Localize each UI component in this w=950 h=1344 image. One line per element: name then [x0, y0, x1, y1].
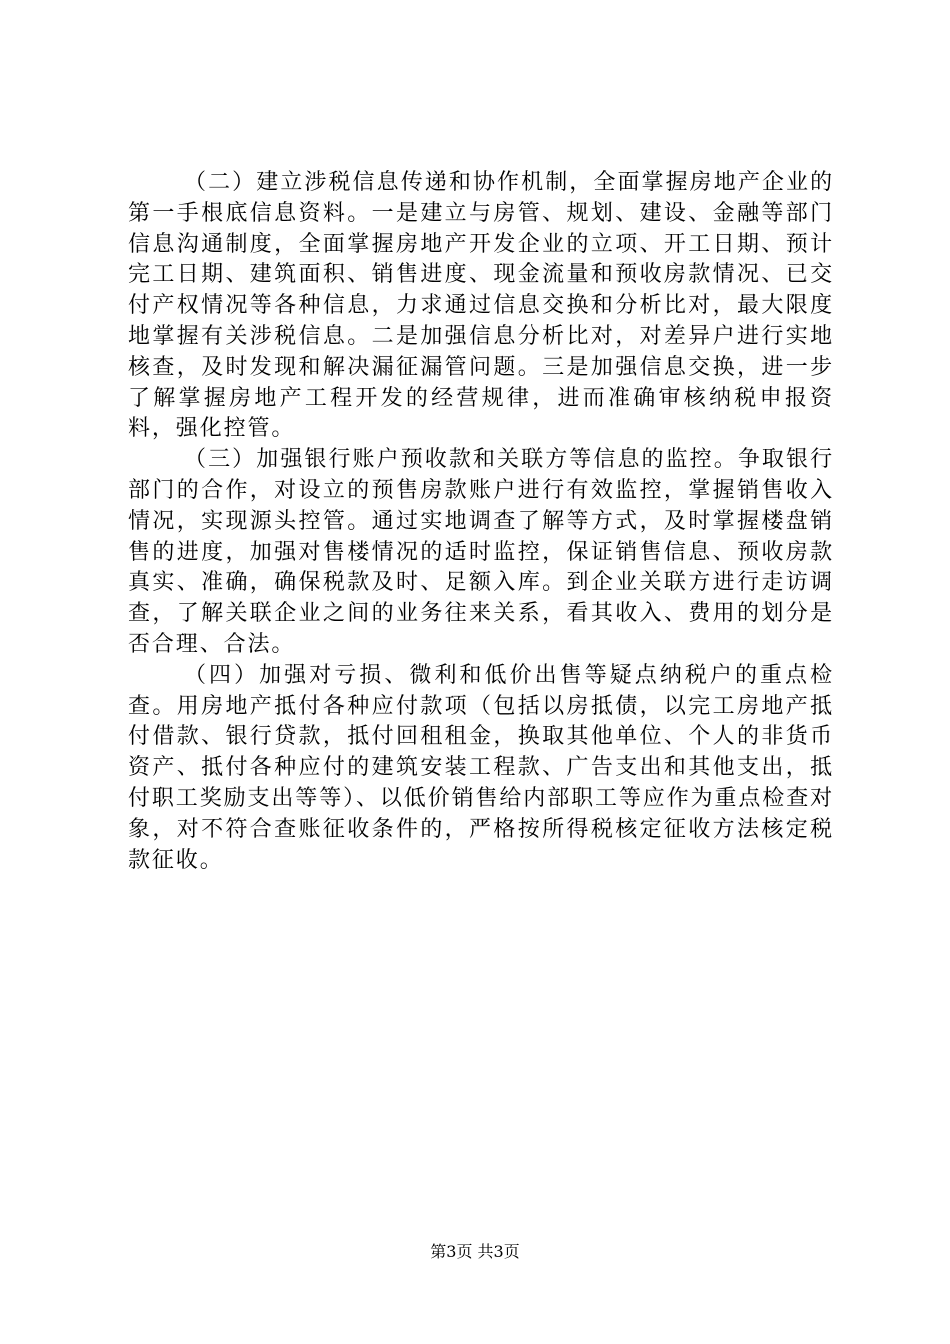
document-body — [128, 168, 834, 876]
paragraph-key-inspection: （四）加强对亏损、微利和低价出售等疑点纳税户的重点检查。用房地产抵付各种应付款项（包括以房抵债，以完工房地产抵付借款、银行贷款，抵付回租租金，换取其他单位、个人的非货币资产、抵付各种应付的建筑安装工程款、广告支出和其他支出，抵付职工奖励支出等等）、以低价销售给内部职工等应作为重点检查对象，对不符合查账征收条件的，严格按所得税核定征收方法核定税款征收。 — [128, 662, 835, 873]
paragraph-bank-account-monitoring: （三）加强银行账户预收款和关联方等信息的监控。争取银行部门的合作，对设立的预售房款账户进行有效监控，掌握销售收入情况，实现源头控管。通过实地调查了解等方式，及时掌握楼盘销售的进度，加强对售楼情况的适时监控，保证销售信息、预收房款真实、准确，确保税款及时、足额入库。到企业关联方进行走访调查，了解关联企业之间的业务往来关系，看其收入、费用的划分是否合理、合法。 — [128, 447, 834, 657]
page-footer: 第3页 共3页 — [430, 1242, 520, 1261]
paragraph-coordination-mechanism: （二）建立涉税信息传递和协作机制，全面掌握房地产企业的第一手根底信息资料。一是建立与房管、规划、建设、金融等部门信息沟通制度，全面掌握房地产开发企业的立项、开工日期、预计完工日期、建筑面积、销售进度、现金流量和预收房款情况、已交付产权情况等各种信息，力求通过信息交换和分析比对，最大限度地掌握有关涉税信息。二是加强信息分析比对，对差异户进行实地核查，及时发现和解决漏征漏管问题。三是加强信息交换，进一步了解掌握房地产工程开发的经营规律，进而准确审核纳税申报资料，强化控管。 — [128, 170, 834, 442]
